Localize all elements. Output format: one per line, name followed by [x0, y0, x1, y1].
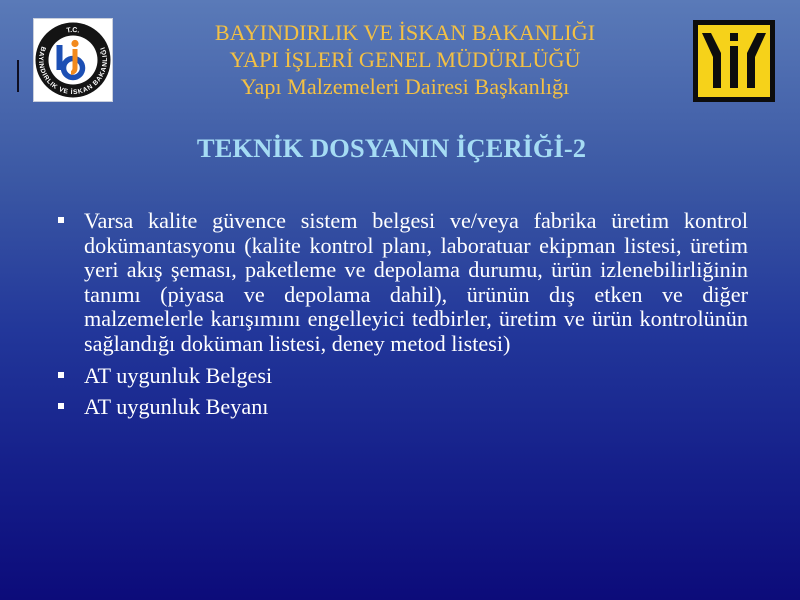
seal-ring-text: BAYINDIRLIK VE İSKAN BAKANLIĞI [36, 45, 110, 97]
bullet-item [84, 209, 748, 357]
bullet-item [84, 364, 748, 389]
seal-top-text: T.C. [66, 26, 81, 35]
bullet-list [84, 209, 748, 420]
bullet-text-line: Varsa kalite güvence sistem belgesi ve/veya fabrika üretim kontrol [84, 208, 748, 233]
slide-title: TEKNİK DOSYANIN İÇERİĞİ-2 [196, 133, 587, 163]
header-department: Yapı Malzemeleri Dairesi Başkanlığı [240, 74, 570, 99]
emblem-center-dot [730, 33, 738, 41]
square-bullet-icon [58, 217, 64, 223]
square-bullet-icon [58, 403, 64, 409]
bullet-text-line: AT uygunluk Beyanı [84, 394, 269, 420]
bullet-text-line: AT uygunluk Belgesi [84, 362, 273, 388]
bullet-text-line: sağlandığı doküman listesi, deney metod listesi) [84, 330, 511, 356]
ministry-seal-icon [33, 18, 113, 102]
directorate-emblem-icon [693, 20, 775, 102]
slide-header [120, 19, 690, 100]
bullet-item [84, 395, 748, 420]
square-bullet-icon [58, 372, 64, 378]
bullet-text-line: dokümantasyonu (kalite kontrol planı, laboratuar ekipman listesi, üretim [84, 232, 748, 258]
header-directorate: YAPI İŞLERİ GENEL MÜDÜRLÜĞÜ [229, 47, 581, 72]
vertical-rule [17, 60, 19, 92]
bullet-text-line: tanımı (piyasa ve depolama dahil), ürünün dış etken ve diğer [84, 281, 748, 307]
emblem-center-bar [730, 46, 738, 88]
bullet-text-line: yeri akış şeması, paketleme ve depolama durumu, ürün izlenebilirliğinin [84, 257, 748, 283]
header-ministry: BAYINDIRLIK VE İSKAN BAKANLIĞI [214, 20, 596, 45]
bullet-text-line: malzemelerle karışımını engelleyici tedbirler, üretim ve ürün kontrolünün [84, 306, 748, 332]
seal-orange-dot [71, 40, 78, 47]
